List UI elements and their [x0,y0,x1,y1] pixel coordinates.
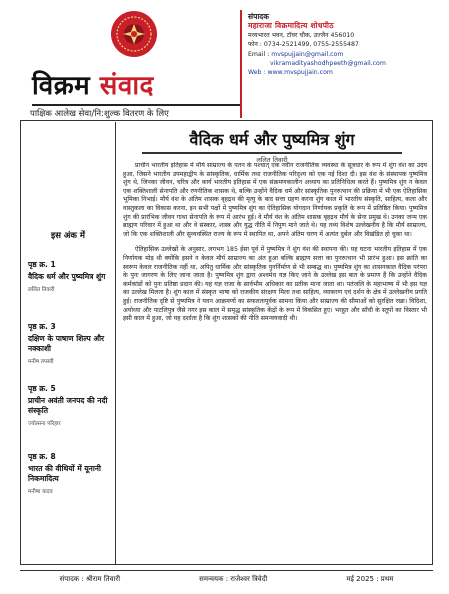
editor-label: संपादक [248,12,270,21]
toc-title: दक्षिण के पाषाण शिल्प और नक्काशी [28,334,105,353]
sidebar-heading: इस अंक में [51,231,85,241]
brand-second-word: संवाद [99,71,154,101]
masthead-divider [240,10,242,118]
article-author: ललित तिवारी [256,155,288,164]
address: मध्यभारत भवन, टॉवर चौक, उज्जैन 456010 [248,31,355,39]
toc-item[interactable] [28,452,114,495]
toc-title: भारत की वीथियों में यूनानी निकमादित्य [28,464,101,483]
publication-name [32,66,154,102]
sidebar [20,122,116,565]
publisher-name: महाराजा विक्रमादित्य शोधपीठ [248,21,334,31]
toc-item[interactable] [28,384,114,427]
masthead [24,8,428,118]
toc-author: ज्योत्सना परिहार [28,421,61,427]
article-title: वैदिक धर्म और पुष्यमित्र शुंग [189,130,355,149]
toc-author: मनीषा यादव [28,489,53,495]
toc-title: प्राचीन अवंती जनपद की नदी संस्कृति [28,396,108,415]
footer-coordinator: समन्वयक : राजेश्वर त्रिवेदी [199,575,268,583]
toc-title: वैदिक धर्म और पुष्यमित्र शुंग [28,272,106,281]
tagline: पाक्षिक आलेख सेवा/नि:शुल्क वितरण के लिए [30,109,169,119]
email-link-1[interactable]: mvspujjain@gmail.com [271,50,344,58]
website-link[interactable]: Web : www.mvspujjain.com [248,69,333,77]
toc-item[interactable] [28,260,114,293]
shodhpeeth-emblem-icon [110,10,158,58]
toc-page: पृष्ठ क्र. 3 [28,322,56,331]
footer [20,570,433,588]
toc-author: ललित तिवारी [28,287,55,293]
phone: फोन : 0734-2521499, 0755-2555487 [248,41,359,49]
toc-author: मनीष तपस्वी [28,359,54,365]
toc-page: पृष्ठ क्र. 5 [28,384,56,393]
paragraph: ऐतिहासिक उल्लेखों के अनुसार, लगभग 185 ईसा पूर्व में पुष्यमित्र ने शुंग वंश की स्थापना की। यह घटना भारतीय इतिहास में एक निर्णायक मोड़ थी क्योंकि इसने न केवल मौर्य साम्राज्य का अंत हुआ बल्कि ब्राह्मण सत्ता का पुनरुत्थान भी प्रारंभ हुआ। इस क्रांति का स्वरूप केवल राजनीतिक नहीं था, अपितु धार्मिक और सांस्कृतिक पुनर्निर्माण से भी सम्बद्ध था। पुष्यमित्र शुंग का शासनकाल वैदिक परंपरा के पुनः जागरण के लिए जाना जाता है। पुष्यमित्र शुंग द्वारा अश्वमेध यज्ञ किए जाने के उल्लेख इस बात के प्रमाण हैं कि उन्होंने वैदिक कर्मकांडों को पुनः प्रतिष्ठा प्रदान की। यह यज्ञ राजा के सार्वभौम अधिकार का प्रतीक माना जाता था। पतंजलि के महाभाष्य में भी इस यज्ञ का उल्लेख मिलता है। शुंग काल में संस्कृत भाषा को राजकीय संरक्षण मिला तथा साहित्य, व्याकरण एवं दर्शन के क्षेत्र में उल्लेखनीय प्रगति हुई। राजनीतिक दृष्टि से पुष्यमित्र ने यवन आक्रमणों का सफलतापूर्वक सामना किया और साम्राज्य की सीमाओं को सुरक्षित रखा। विदिशा, अयोध्या और पाटलिपुत्र जैसे नगर इस काल में समृद्ध सांस्कृतिक केंद्रों के रूप में विकसित हुए। भरहुत और साँची के स्तूपों का विस्तार भी इसी काल में हुआ, जो यह दर्शाता है कि शुंग शासकों की नीति समन्वयवादी थी। [123,246,427,323]
brand-divider [32,104,242,106]
toc-page: पृष्ठ क्र. 1 [28,260,56,269]
paragraph: प्राचीन भारतीय इतिहास में मौर्य साम्राज्य के पतन के पश्चात् एक नवीन राजनीतिक व्यवस्था के सूत्रधार के रूप में शुंग वंश का उदय हुआ, जिसने भारतीय उपमहाद्वीप के सांस्कृतिक, धार्मिक तथा राजनीतिक परिदृश्य को एक नई दिशा दी। इस वंश के संस्थापक पुष्यमित्र शुंग थे, जिनका जीवन, चरित्र और कार्य भारतीय इतिहास में एक संक्रमणकालीन अध्याय का प्रतिनिधित्व करते हैं। पुष्यमित्र शुंग न केवल एक शक्तिशाली सेनापति और रणनीतिक शासक थे, बल्कि उन्होंने वैदिक धर्म और सांस्कृतिक पुनरुत्थान की प्रक्रिया में भी एक ऐतिहासिक भूमिका निभाई। मौर्य वंश के अंतिम शासक बृहद्रथ की मृत्यु के बाद सत्ता ग्रहण करना शुंग काल में भारतीय संस्कृति, साहित्य, कला और वास्तुकला का विकास करना, इन सभी पक्षों में पुष्यमित्र शुंग का ऐतिहासिक योगदान निर्णायक प्रकृति के रूप में प्रतिष्ठित किया। पुष्यमित्र शुंग की प्रारंभिक जीवन गाथा सेनापति के रूप में आरंभ हुई। वे मौर्य वंश के अंतिम शासक बृहद्रथ मौर्य के सेना प्रमुख थे। उनका जन्म एक ब्राह्मण परिवार में हुआ था और वे संस्कार, शास्त्र और युद्ध नीति में निपुण माने जाते थे। यह तथ्य विशेष उल्लेखनीय है कि मौर्य साम्राज्य, जो कि एक शक्तिशाली और सुव्यवस्थित राज्य के रूप में स्थापित था, अपने अंतिम चरण में अत्यंत दुर्बल और विखंडित हो चुका था। [123,162,427,238]
footer-editor: संपादक : श्रीराम तिवारी [59,575,121,583]
article-header [116,122,428,164]
toc-page: पृष्ठ क्र. 8 [28,452,56,461]
brand-first-word: विक्रम [32,71,91,101]
title-underline [142,152,402,154]
email-label: Email : [248,50,270,58]
article-body [123,162,427,560]
contact-block [248,12,428,78]
footer-issue: मई 2025 : प्रथम [346,575,394,583]
toc-item[interactable] [28,322,114,365]
email-link-2[interactable]: vikramadityashodhpeeth@gmail.com [270,60,386,68]
